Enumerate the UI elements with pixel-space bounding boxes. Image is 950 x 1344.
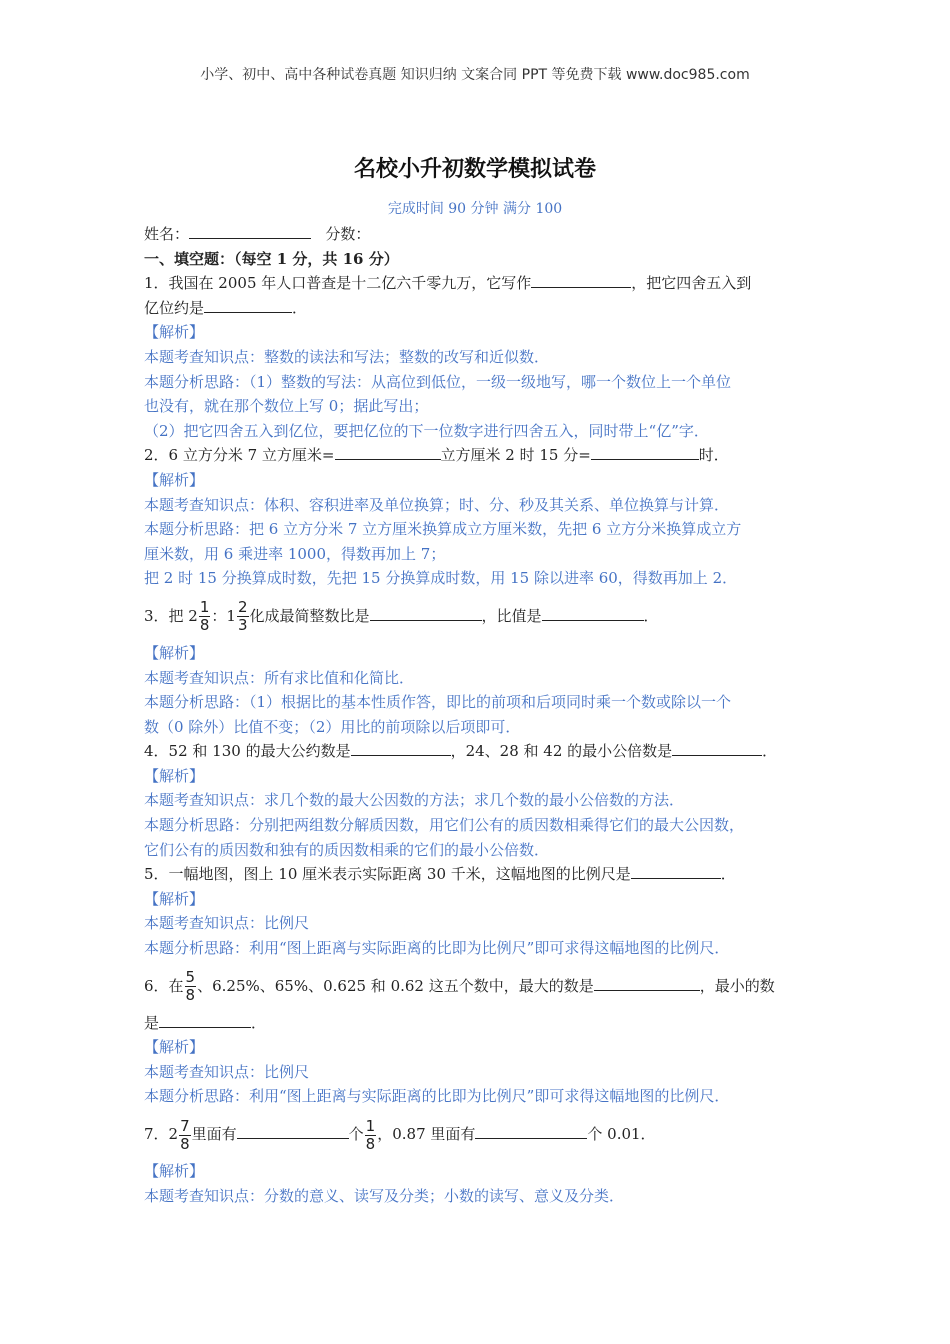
question-6-cont bbox=[144, 1011, 810, 1036]
question-1-cont bbox=[144, 296, 810, 321]
question-1 bbox=[144, 271, 810, 296]
fraction-denominator: 8 bbox=[365, 1134, 376, 1153]
site-banner: 小学、初中、高中各种试卷真题 知识归纳 文案合同 PPT 等免费下载 www.doc985.com bbox=[200, 67, 750, 83]
q1-text-a: 1．我国在 2005 年人口普查是十二亿六千零九万，它写作 bbox=[144, 274, 532, 293]
q6-analysis-label: 【解析】 bbox=[144, 1038, 205, 1057]
q1-analysis-label: 【解析】 bbox=[144, 323, 205, 342]
fraction-numerator: 7 bbox=[180, 1116, 190, 1135]
q7-fraction-2 bbox=[365, 1118, 377, 1153]
q4-analysis-label: 【解析】 bbox=[144, 766, 205, 785]
q4-thinking-2: 它们公有的质因数和独有的质因数相乘的它们的最小公倍数． bbox=[144, 840, 550, 859]
q6-knowledge: 本题考查知识点：比例尺 bbox=[144, 1062, 310, 1081]
fraction-denominator: 8 bbox=[199, 616, 210, 635]
fraction-numerator: 2 bbox=[237, 598, 248, 617]
q7-knowledge: 本题考查知识点：分数的意义、读写及分类；小数的读写、意义及分类． bbox=[144, 1186, 625, 1205]
q1-text-c: 亿位约是 bbox=[144, 298, 205, 317]
question-6 bbox=[144, 961, 810, 1011]
q3-blank-1[interactable] bbox=[370, 604, 482, 621]
q2-knowledge: 本题考查知识点：体积、容积进率及单位换算；时、分、秒及其关系、单位换算与计算． bbox=[144, 495, 730, 514]
q6-text-a: 6．在 bbox=[144, 976, 184, 995]
score-label: 分数： bbox=[325, 225, 371, 243]
fraction-denominator: 8 bbox=[185, 986, 196, 1005]
q5-text-a: 5．一幅地图，图上 10 厘米表示实际距离 30 千米，这幅地图的比例尺是 bbox=[144, 865, 631, 884]
q5-knowledge: 本题考查知识点：比例尺 bbox=[144, 914, 310, 933]
student-info-row bbox=[144, 222, 810, 247]
q3-analysis-label: 【解析】 bbox=[144, 643, 205, 662]
q4-thinking-1: 本题分析思路：分别把两组数分解质因数，用它们公有的质因数相乘得它们的最大公因数， bbox=[144, 816, 745, 835]
q2-thinking-1: 本题分析思路：把 6 立方分米 7 立方厘米换算成立方厘米数，先把 6 立方分米换算成立方 bbox=[144, 520, 742, 539]
q2-text-b: 立方厘米 2 时 15 分= bbox=[440, 446, 591, 465]
q2-thinking-2: 厘米数，用 6 乘进率 1000，得数再加上 7； bbox=[144, 544, 446, 563]
q3-blank-2[interactable] bbox=[542, 604, 644, 621]
q3-text-c: ，比值是 bbox=[481, 606, 542, 625]
q5-thinking-1: 本题分析思路：利用“图上距离与实际距离的比即为比例尺”即可求得这幅地图的比例尺． bbox=[144, 939, 730, 958]
q4-knowledge: 本题考查知识点：求几个数的最大公因数的方法；求几个数的最小公倍数的方法． bbox=[144, 791, 685, 810]
q2-thinking-3: 把 2 时 15 分换算成时数，先把 15 分换算成时数，用 15 除以进率 60，得数再加上 2． bbox=[144, 569, 738, 588]
question-5 bbox=[144, 862, 810, 887]
q2-blank-1[interactable] bbox=[335, 443, 441, 460]
q6-blank-2[interactable] bbox=[159, 1011, 251, 1028]
fraction-numerator: 1 bbox=[365, 1116, 376, 1135]
q1-text-d: ． bbox=[292, 298, 308, 317]
q5-blank-1[interactable] bbox=[631, 862, 721, 879]
q2-text-a: 2．6 立方分米 7 立方厘米= bbox=[144, 446, 335, 465]
name-label: 姓名： bbox=[144, 225, 190, 243]
q3-knowledge: 本题考查知识点：所有求比值和化简比． bbox=[144, 668, 415, 687]
exam-content bbox=[144, 222, 810, 1208]
question-7 bbox=[144, 1109, 810, 1159]
q6-text-d: 是 bbox=[144, 1013, 160, 1032]
q7-blank-2[interactable] bbox=[475, 1122, 587, 1139]
q2-blank-2[interactable] bbox=[591, 443, 699, 460]
q7-fraction-1 bbox=[179, 1118, 191, 1153]
name-blank[interactable] bbox=[189, 222, 311, 239]
q1-thinking-2: 也没有，就在那个数位上写 0；据此写出； bbox=[144, 397, 429, 416]
q4-blank-1[interactable] bbox=[351, 739, 451, 756]
q4-text-a: 4．52 和 130 的最大公约数是 bbox=[144, 742, 351, 761]
q2-analysis-label: 【解析】 bbox=[144, 470, 205, 489]
q1-thinking-3: （2）把它四舍五入到亿位，要把亿位的下一位数字进行四舍五入，同时带上“亿”字． bbox=[144, 421, 709, 440]
q1-blank-1[interactable] bbox=[531, 271, 631, 288]
q1-text-b: ，把它四舍五入到 bbox=[631, 274, 752, 293]
exam-subtitle: 完成时间 90 分钟 满分 100 bbox=[387, 201, 563, 217]
q7-text-d: ，0.87 里面有 bbox=[377, 1125, 476, 1143]
question-4 bbox=[144, 739, 810, 764]
q5-text-b: ． bbox=[720, 865, 736, 884]
q3-text-b: 化成最简整数比是 bbox=[249, 606, 370, 625]
q3-thinking-2: 数（0 除外）比值不变；（2）用比的前项除以后项即可． bbox=[144, 717, 521, 736]
q3-sep: ：1 bbox=[211, 606, 236, 625]
q7-text-b: 里面有 bbox=[191, 1125, 237, 1143]
q6-text-b: 、6.25%、65%、0.625 和 0.62 这五个数中，最大的数是 bbox=[197, 976, 594, 995]
question-2 bbox=[144, 443, 810, 468]
fraction-denominator: 3 bbox=[237, 616, 248, 635]
q7-text-a: 7．2 bbox=[144, 1125, 179, 1143]
fraction-numerator: 5 bbox=[185, 968, 196, 987]
q7-analysis-label: 【解析】 bbox=[144, 1162, 205, 1180]
q6-text-c: ，最小的数 bbox=[699, 976, 775, 995]
q3-fraction-2 bbox=[237, 599, 249, 634]
exam-title: 名校小升初数学模拟试卷 bbox=[353, 156, 596, 182]
q6-fraction bbox=[185, 969, 197, 1004]
fraction-denominator: 8 bbox=[180, 1134, 190, 1153]
q2-text-c: 时． bbox=[698, 446, 729, 465]
q4-text-b: ，24、28 和 42 的最小公倍数是 bbox=[450, 742, 673, 761]
q7-text-e: 个 0.01． bbox=[587, 1125, 656, 1143]
q6-thinking-1: 本题分析思路：利用“图上距离与实际距离的比即为比例尺”即可求得这幅地图的比例尺． bbox=[144, 1087, 730, 1106]
q1-blank-2[interactable] bbox=[204, 296, 292, 313]
q6-text-e: ． bbox=[251, 1013, 267, 1032]
q1-thinking-1: 本题分析思路：（1）整数的写法：从高位到低位，一级一级地写，哪一个数位上一个单位 bbox=[144, 372, 732, 391]
q5-analysis-label: 【解析】 bbox=[144, 889, 205, 908]
q4-blank-2[interactable] bbox=[672, 739, 762, 756]
q3-fraction-1 bbox=[199, 599, 211, 634]
q6-blank-1[interactable] bbox=[594, 974, 700, 991]
fraction-numerator: 1 bbox=[199, 598, 210, 617]
q7-blank-1[interactable] bbox=[237, 1122, 349, 1139]
q3-thinking-1: 本题分析思路：（1）根据比的基本性质作答，即比的前项和后项同时乘一个数或除以一个 bbox=[144, 693, 732, 712]
q3-text-a: 3．把 2 bbox=[144, 606, 198, 625]
q3-text-d: ． bbox=[643, 606, 659, 625]
section-heading: 一、填空题：（每空 1 分，共 16 分） bbox=[144, 249, 399, 268]
q1-knowledge: 本题考查知识点：整数的读法和写法；整数的改写和近似数． bbox=[144, 347, 550, 366]
q4-text-c: ． bbox=[762, 742, 778, 761]
question-3 bbox=[144, 591, 810, 641]
q7-text-c: 个 bbox=[348, 1125, 364, 1143]
